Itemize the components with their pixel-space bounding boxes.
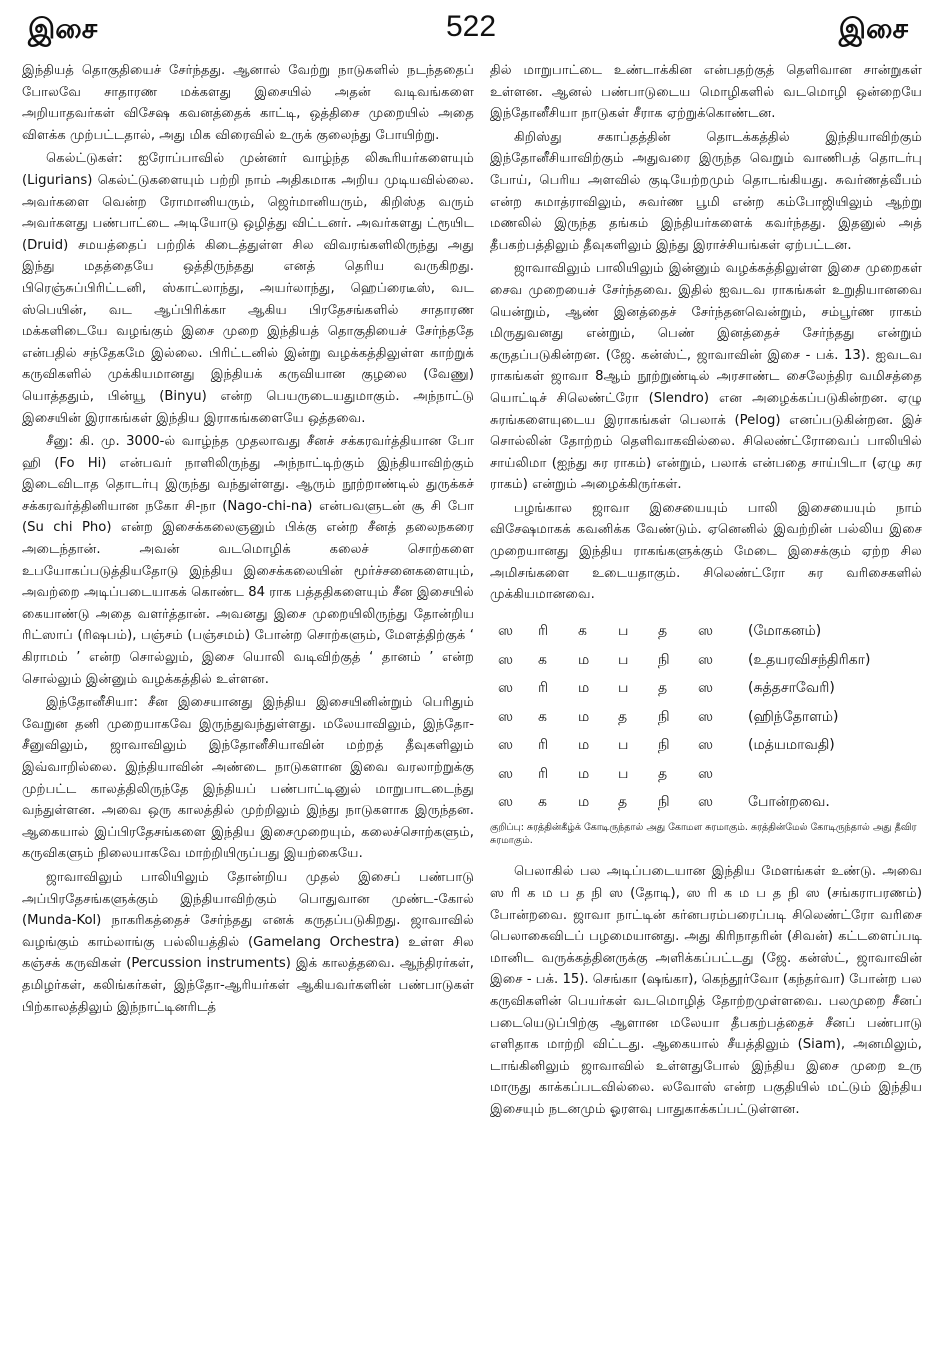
swara-note: ப <box>618 651 629 668</box>
swara-note: ரி <box>538 623 549 640</box>
swara-note: நி <box>658 737 670 754</box>
swara-table <box>498 618 918 818</box>
swara-note: ம <box>578 737 590 754</box>
running-head-right: இசை <box>838 12 908 45</box>
swara-note: ஸ <box>698 651 714 668</box>
swara-note: ரி <box>538 680 549 697</box>
swara-note: க <box>538 794 547 811</box>
swara-note: நி <box>658 794 670 811</box>
raga-name: (உதயரவிசந்திரிகா) <box>748 651 871 668</box>
paragraph: இந்தோனீசியா: சீன இசையானது இந்திய இசையினின்றும் பெரிதும் வேறுன தனி முறையாகவே இருந்துவந்துள்ளது. மலேயாவிலும், இந்தோ-சீனுவிலும், ஜாவாவிலும் இந்தோனீசியாவின் மற்றத் தீவுகளிலும் இவ்வாறில்லை. இந்தியாவின் அண்டை நாடுகளான இவை வரலாற்றுக்கு முற்பட்ட காலத்திலிருந்தே இந்தியப் பண்பாட்டினுல் மாறுபாடடைந்து வந்துள்ளன. அவை ஒரு காலத்தில் முற்றிலும் இந்து நாடுகளாக இருந்தன. ஆகையால் இப்பிரதேசங்களை இந்திய இசைமுறையும், கலைச்சொற்களும், கருவிகளும் நிலையாகவே மாற்றியிருப்பது இயற்கையே. <box>22 695 474 862</box>
swara-note: ம <box>578 765 590 782</box>
swara-note: ம <box>578 794 590 811</box>
swara-note: த <box>658 623 668 640</box>
swara-note: ஸ <box>498 794 514 811</box>
swara-note: ஸ <box>698 680 714 697</box>
swara-row <box>498 646 918 675</box>
paragraph: தில் மாறுபாட்டை உண்டாக்கின என்பதற்குத் தெளிவான சான்றுகள் உள்ளன. ஆனல் பண்பாடுடைய மொழிகளில் வடமொழி ஒன்றையே இந்தோனீசியா நாடுகள் சீராக ஏற்றுக்கொண்டன. <box>490 63 922 122</box>
paragraph: கிறிஸ்து சகாப்தத்தின் தொடக்கத்தில் இந்தியாவிற்கும் இந்தோனீசியாவிற்கும் அதுவரை இருந்த வெறும் வாணிபத் தொடர்பு போய், பெரிய அளவில் குடியேற்றமும் தொடங்கியது. சுவர்ணத்வீபம் என்ற சுமாத்ராவிலும், சுவர்ண பூமி என்ற கம்போஜியிலும் ஆற்று மணலில் இருந்த தங்கம் இந்தியர்களைக் கவர்ந்தது. இதனுல் அத் தீபகற்பத்திலும் தீவுகளிலும் இந்து இராச்சியங்கள் ஏற்பட்டன. <box>490 129 922 253</box>
right-column <box>490 60 922 1350</box>
swara-note: த <box>618 794 628 811</box>
swara-row <box>498 760 918 789</box>
swara-note: க <box>538 651 547 668</box>
swara-note: ஸ <box>698 737 714 754</box>
swara-note: ரி <box>538 765 549 782</box>
swara-note: த <box>658 680 668 697</box>
paragraph: ஜாவாவிலும் பாலியிலும் தோன்றிய முதல் இசைப் பண்பாடு அப்பிரதேசங்களுக்கும் இந்தியாவிற்கும் பொதுவான முண்ட-கோல் (Munda-Kol) நாகரிகத்தைச் சேர்ந்தது எனக் கருதப்படுகிறது. ஜாவாவில் வழங்கும் காம்லாங்கு பல்லியத்தில் (Gamelang Orchestra) உள்ள சில கஞ்சக் கருவிகள் (Percussion instruments) இக் காலத்தவை. ஆந்திரர்கள், தமிழர்கள், கலிங்கர்கள், இந்தோ-ஆரியர்கள் ஆகியவர்களின் பண்பாடுகள் பிற்காலத்திலும் இந்நாட்டினரிடத் <box>22 869 474 1015</box>
swara-note: ப <box>618 623 629 640</box>
swara-note: ஸ <box>498 651 514 668</box>
paragraph: சீனு: கி. மு. 3000-ல் வாழ்ந்த முதலாவது சீனச் சக்கரவர்த்தியான போ ஹி (Fo Hi) என்பவர் நாளிலிருந்து அந்நாட்டிற்கும் இந்தியாவிற்கும் இடைவிடாத தொடர்பு இருந்து வந்துள்ளது. ஆரும் நூற்றாண்டில் துருக்கச் சக்கரவர்த்தினியான நகோ சி-நா (Nago-chi-na) என்பவளுடன் சூ சி போ (Su chi Pho) என்ற இசைக்கலைஞனும் பிக்கு என்ற சீனத் தலைநகரை அடைந்தான். அவன் வடமொழிக் கலைச் சொற்களை உபயோகப்படுத்தியதோடு இந்திய இசைக்கலையின் மூர்ச்சனைகளையும், அவற்றை அடிப்படையாகக் கொண்ட 84 ராக பத்ததிகளையும் சீன இசையில் கையாண்டு அதை வளர்த்தான். அவனது இசை முறையிலிருந்து தோன்றிய ரிட்ஸாப் (ரிஷபம்), பஞ்சம் (பஞ்சமம்) போன்ற சொற்களும், மேளத்திற்குக் ‘ கிராமம் ’ என்ற சொல்லும், இசை யொலி வடிவிற்குத் ‘ தானம் ’ என்ற சொல்லும் இன்னும் வழக்கத்தில் உள்ளன. <box>22 434 474 687</box>
swara-note: ஸ <box>498 737 514 754</box>
paragraph: பழங்கால ஜாவா இசையையும் பாலி இசையையும் நாம் விசேஷமாகக் கவனிக்க வேண்டும். ஏனெனில் இவற்றின் பல்லிய இசை முறையானது இந்திய ராகங்களுக்கும் மேடை இசைக்கும் ஏற்ற சில அமிசங்களை உடையதாகும். சிலெண்ட்ரோ சுர வரிசைகளில் முக்கியமானவை. <box>490 500 922 603</box>
swara-note: ஸ <box>498 765 514 782</box>
swara-note: ப <box>618 765 629 782</box>
swara-note: ரி <box>538 737 549 754</box>
raga-name: போன்றவை. <box>748 794 830 811</box>
swara-row <box>498 789 918 818</box>
left-column <box>22 60 474 1350</box>
swara-note: ம <box>578 680 590 697</box>
swara-note: க <box>538 708 547 725</box>
swara-note: ப <box>618 737 629 754</box>
swara-note: நி <box>658 708 670 725</box>
raga-name: (மத்யமாவதி) <box>748 737 835 754</box>
swara-note: ஸ <box>698 765 714 782</box>
paragraph: இந்தியத் தொகுதியைச் சேர்ந்தது. ஆனால் வேற்று நாடுகளில் நடந்ததைப் போலவே சாதாரண மக்களது இசையில் அதன் வடிவங்களை அறியாதவர்கள் விசேஷ கவனத்தைக் காட்டி, ஒத்திசை முறையில் அதை விளக்க முற்பட்டதால், அது மிக விரைவில் உருக் குலைந்து போயிற்று. <box>22 63 474 143</box>
swara-note: ப <box>618 680 629 697</box>
swara-row <box>498 618 918 647</box>
swara-note: ஸ <box>498 680 514 697</box>
paragraph: ஜாவாவிலும் பாலியிலும் இன்னும் வழக்கத்திலுள்ள இசை முறைகள் சைவ முறையைச் சேர்ந்தவை. இதில் ஐவடவ ராகங்கள் உறுதியானவை யென்றும், ஆண் இனத்தைச் சேர்ந்தனவென்றும், சம்பூர்ண ராகம் மிருதுவனது என்றும், பெண் இனத்தைச் சேர்ந்தது என்றும் கருதப்படுகின்றன. (ஜே. கன்ஸ்ட், ஜாவாவின் இசை - பக். 13). ஐவடவ ராகங்கள் ஜாவா 8ஆம் நூற்றுண்டில் அரசாண்ட சைலேந்திர வமிசத்தை யொட்டிச் சிலெண்ட்ரோ (Slendro) என அழைக்கப்படுகின்றன. ஏழு சுரங்களையுடைய இராகங்கள் பெலாக் (Pelog) எனப்படுகின்றன. இச் சொல்லின் தோற்றம் தெளிவாகவில்லை. சிலெண்ட்ரோவைப் பாலியில் சாய்லிமா (ஐந்து சுர ராகம்) என்றும், பலாக் என்பதை சாய்பிடா (ஏழு சுர ராகம்) என்றும் அழைக்கிருர்கள். <box>490 261 922 493</box>
page-number: 522 <box>445 10 497 43</box>
swara-row <box>498 703 918 732</box>
raga-name: (ஹிந்தோளம்) <box>748 708 839 725</box>
paragraph: கெல்ட்டுகள்: ஐரோப்பாவில் முன்னர் வாழ்ந்த லிகூரியர்களையும் (Ligurians) கெல்ட்டுகளையும் பற்றி நாம் அதிகமாக அறிய முடியவில்லை. அவர்களை வென்ற ரோமானியரும், ஜெர்மானியரும், கிறிஸ்த வரும் அவர்களது பண்பாட்டை அடியோடு ஒழித்து விட்டனர். அவர்களது ட்ரூயிட (Druid) சமயத்தைப் பற்றிக் கிடைத்துள்ள சில விவரங்களிலிருந்து அது இந்து மதத்தையே ஒத்திருந்தது எனத் தெரிய வருகிறது. பிரெஞ்சுப்பிரிட்டனி, ஸ்காட்லாந்து, அயர்லாந்து, ஹெப்ரைடீஸ், வட ஸ்பெயின், வட ஆப்பிரிக்கா ஆகிய பிரதேசங்களில் சாதாரண மக்களிடையே வழங்கும் இசை முறை இந்தியத் தொகுதியைச் சேர்ந்ததே என்பதில் சந்தேகமே இல்லை. பிரிட்டனில் இன்று வழக்கத்திலுள்ள காற்றுக் கருவிகளில் முக்கியமானது இந்தியக் கருவியான குழலை (வேணு) யொத்ததும், பின்யூ (Binyu) என்ற பெயருடையதுமாகும். அந்நாட்டு இசையின் இராகங்கள் இந்திய இராகங்களையே ஒத்தவை. <box>22 151 474 426</box>
raga-name: (சுத்தசாவேரி) <box>748 680 835 697</box>
swara-note: த <box>618 708 628 725</box>
swara-note: ஸ <box>498 708 514 725</box>
swara-note: ஸ <box>698 708 714 725</box>
raga-name: (மோகனம்) <box>748 623 822 640</box>
swara-note: ஸ <box>498 623 514 640</box>
swara-note: த <box>658 765 668 782</box>
swara-note: ஸ <box>698 623 714 640</box>
swara-note: ம <box>578 708 590 725</box>
swara-row <box>498 732 918 761</box>
swara-note: நி <box>658 651 670 668</box>
swara-note: க <box>578 623 587 640</box>
paragraph: பெலாகில் பல அடிப்படையான இந்திய மேளங்கள் உண்டு. அவை ஸ ரி க ம ப த நி ஸ (தோடி), ஸ ரி க ம ப த நி ஸ (சங்கராபரணம்) போன்றவை. ஜாவா நாட்டின் கர்னபரம்பரைப்படி சிலெண்ட்ரோ வரிசை பெலாகைவிடப் பழமையானது. அது கிரிநாதரின் (சிவன்) கட்டளைப்படி மானிட வருக்கத்தினருக்கு அளிக்கப்பட்டது (ஜே. கன்ஸ்ட், ஜாவாவின் இசை - பக். 15). செங்கா (ஷங்கா), கெந்தூர்வோ (கந்தர்வா) போன்ற பல கருவிகளின் பெயர்கள் வடமொழித் தோற்றமுள்ளவை. பலமுறை சீனப் படையெடுப்பிற்கு ஆளான மலேயா தீபகற்பத்தைச் சீனப் பண்பாடு எளிதாக மாற்றி விட்டது. ஆகையால் சீயத்திலும் (Siam), அனமிலும், டாங்கினிலும் ஜாவாவில் உள்ளதுபோல் இந்திய இசை முறை உரு மாருது காக்கப்படவில்லை. லவோஸ் என்ற பகுதியில் மட்டும் இந்திய இசையும் நடனமும் ஓரளவு பாதுகாக்கப்பட்டுள்ளன. <box>490 864 922 1117</box>
page-header <box>0 0 942 50</box>
raga-name <box>738 760 918 789</box>
swara-row <box>498 675 918 704</box>
running-head-left: இசை <box>28 12 98 45</box>
swara-note: ஸ <box>698 794 714 811</box>
footnote: குறிப்பு: சுரத்தின்கீழ்க் கோடிருந்தால் அது கோமள சுரமாகும். சுரத்தின்மேல் கோடிருந்தால் அது தீவிர சுரமாகும். <box>490 822 917 847</box>
swara-note: ம <box>578 651 590 668</box>
